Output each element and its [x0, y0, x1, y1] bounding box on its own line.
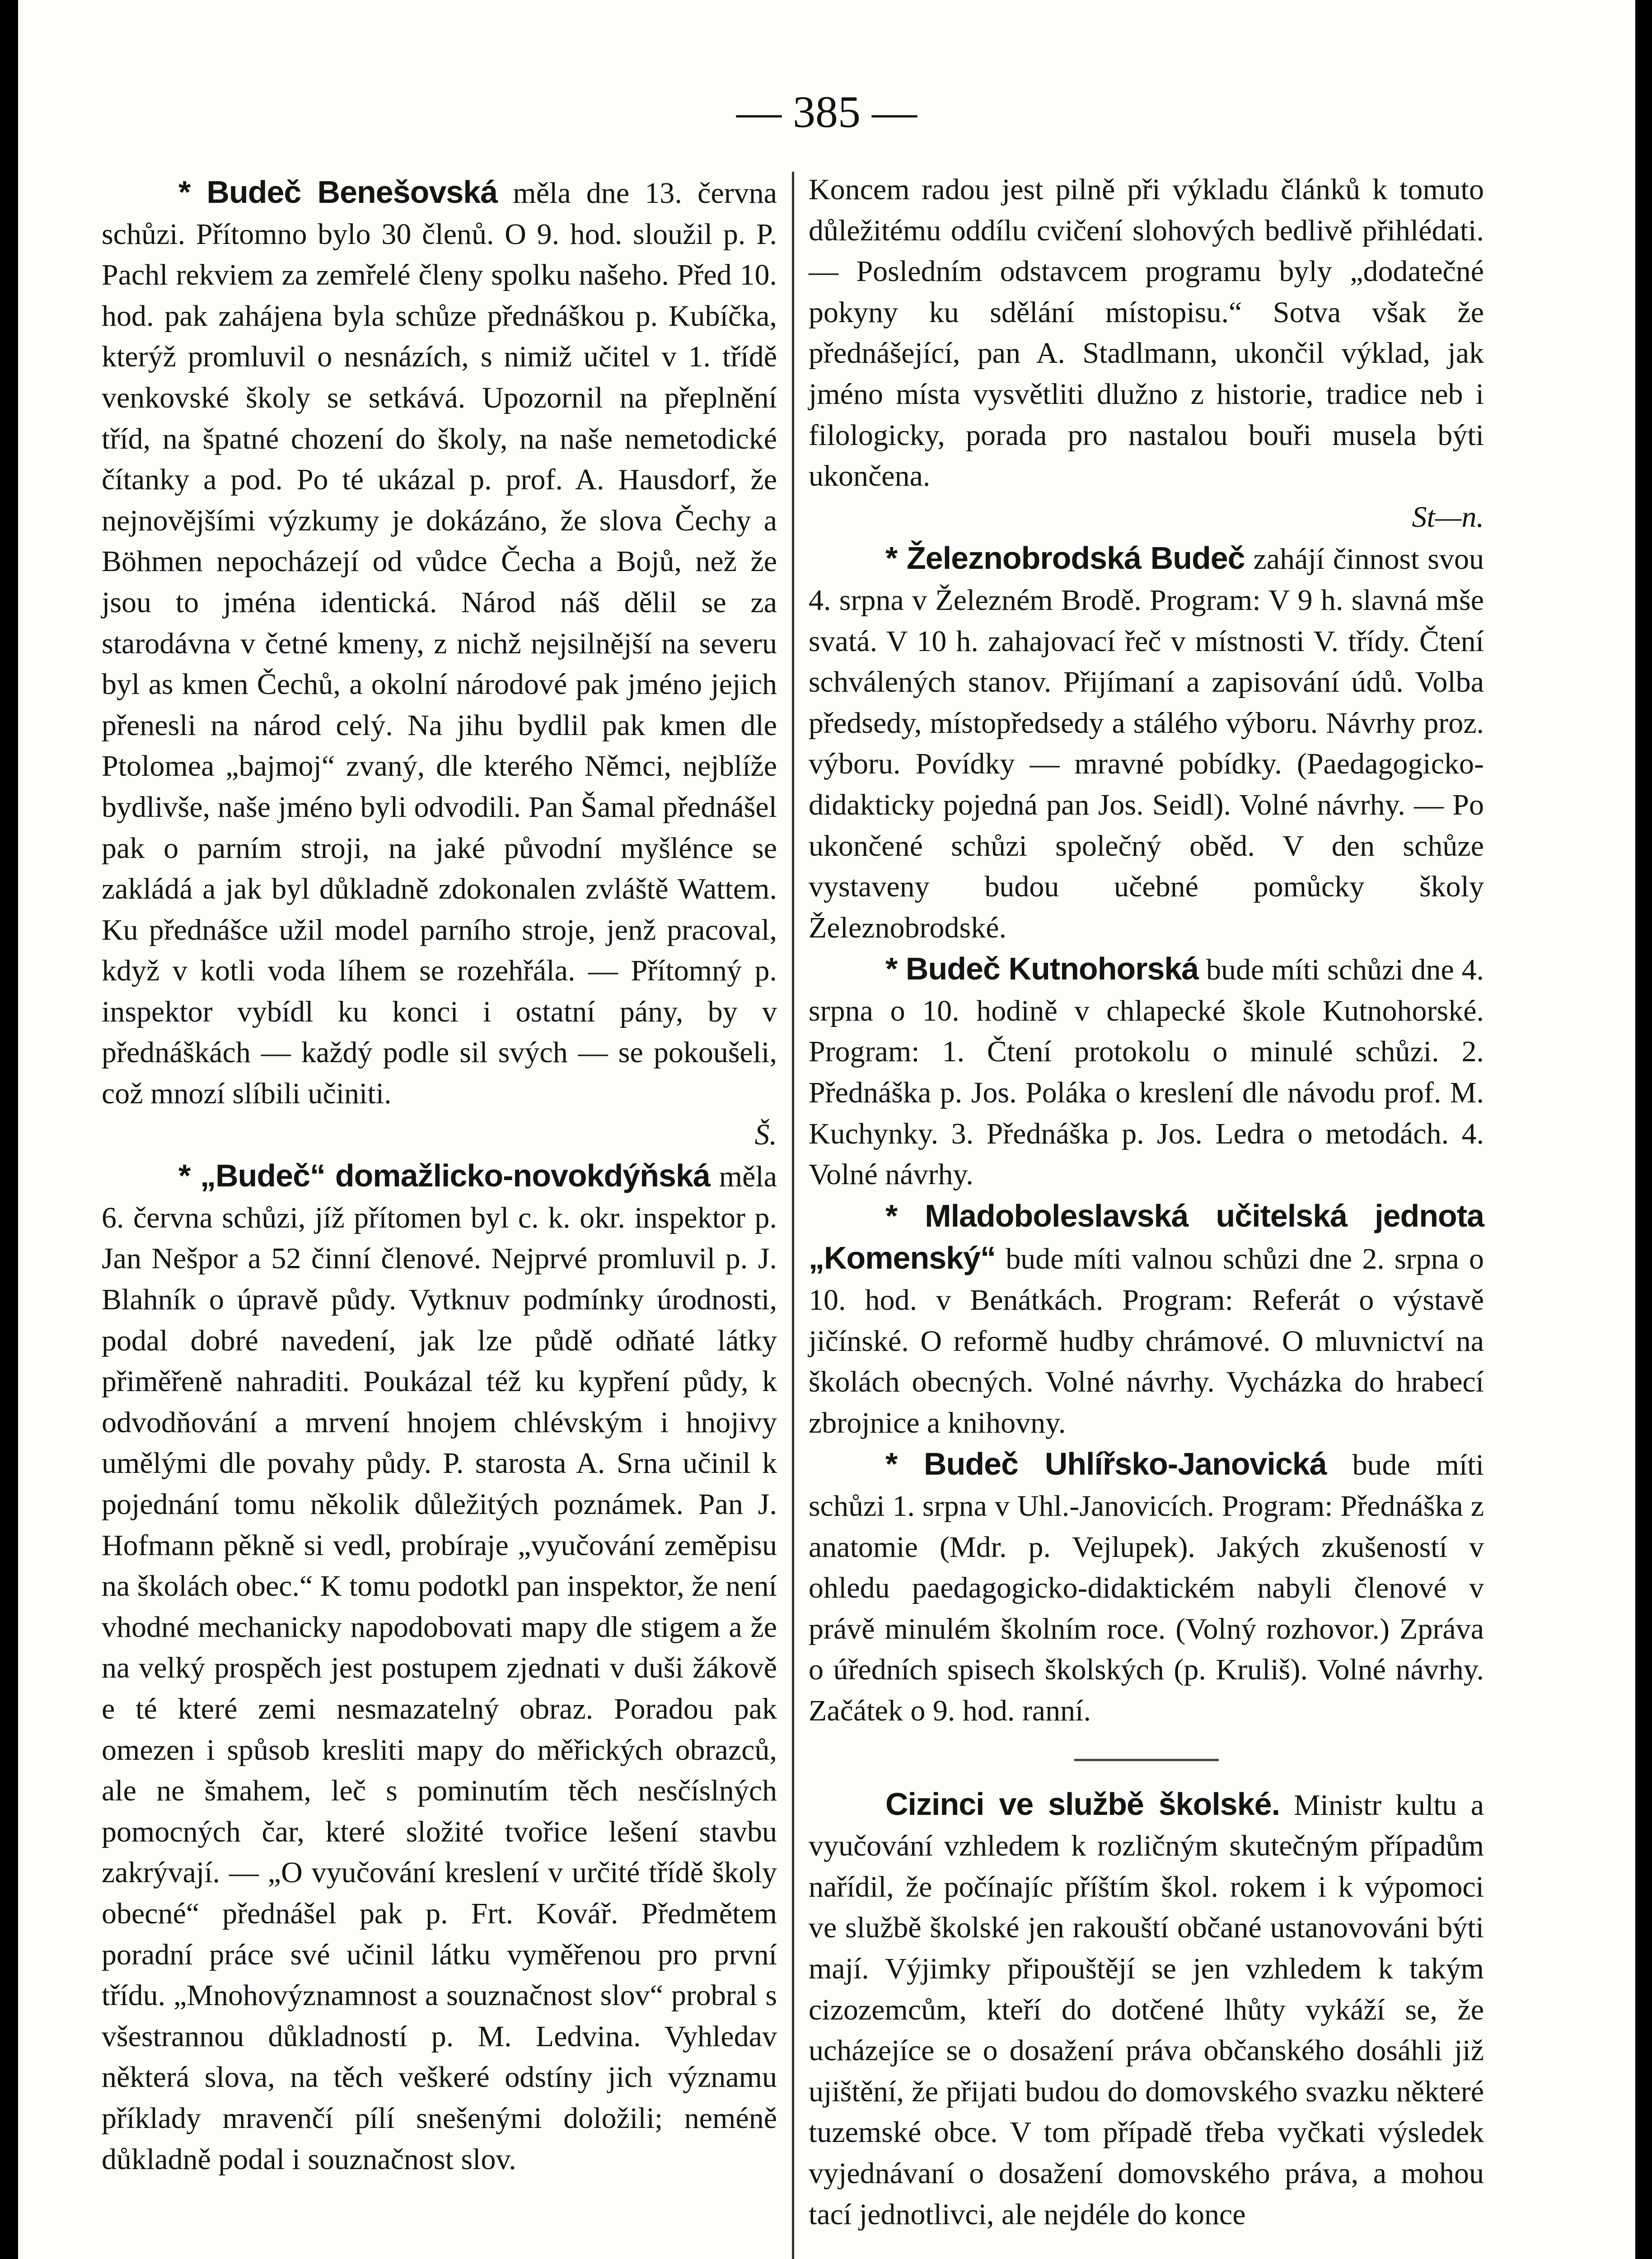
article-text: bude míti schůzi 1. srpna v Uhl.-Janovicích. Program: Přednáška z anatomie (Mdr. p. Vejlupek). Jakých zkušeností v ohledu paedagogicko-didaktickém nabyli členové v právě minulém školním roce. (Volný rozhovor.) Zpráva o úředních spisech školských (p. Kruliš). Volné návrhy. Začátek o 9. hod. ranní. — [809, 1448, 1484, 1727]
article-text: bude míti schůzi dne 4. srpna o 10. hodině v chlapecké škole Kutnohorské. Program: 1. Čtení protokolu o minulé schůzi. 2. Přednáška p. Jos. Poláka o kreslení dle návodu prof. M. Kuchynky. 3. Přednáška p. Jos. Ledra o metodách. 4. Volné návrhy. — [809, 953, 1484, 1191]
article-budec-domazlicko — [102, 1155, 777, 2180]
article-heading: * Budeč Kutnohorská — [885, 951, 1199, 987]
article-zeleznobrodska — [809, 538, 1484, 948]
right-column — [809, 169, 1484, 2235]
article-uhlirsko-janovicka — [809, 1444, 1484, 1731]
article-text: Ministr kultu a vyučování vzhledem k rozličným skutečným případům nařídil, že počínajíc příštím škol. rokem i k výpomoci ve službě školské jen rakouští občané ustanovováni býti mají. Výjimky připouštějí se jen vzhledem k takým cizozemcům, kteří do dotčené lhůty vykáží se, že ucházejíce se o dosažení práva občanského dosáhli již ujištění, že přijati budou do domovského svazku některé tuzemské obce. V tom případě třeba vyčkati výsledek vyjednávaní o dosažení domovského práva, a mohou tací jednotlivci, ale nejdéle do konce — [809, 1788, 1484, 2231]
article-text: měla 6. června schůzi, jíž přítomen byl c. k. okr. inspektor p. Jan Nešpor a 52 činní členové. Nejprvé promluvil p. J. Blahník o úpravě půdy. Vytknuv podmínky úrodnosti, podal dobré navedení, jak lze půdě odňaté látky přiměřeně nahraditi. Poukázal též ku kypření půdy, k odvodňování a mrvení hnojem chlévským i hnojivy umělými dle povahy půdy. P. starosta A. Srna učinil k pojednání tomu několik důležitých poznámek. Pan J. Hofmann pěkně si vedl, probíraje „vyučování zeměpisu na školách obec.“ K tomu podotkl pan inspektor, že není vhodné mechanicky napodobovati mapy dle stigem a že na velký prospěch jest postupem zjednati v duši žákově e té které zemi nesmazatelný obraz. Poradou pak omezen i spůsob kresliti mapy do měřických obrazců, ale ne šmahem, leč s pominutím těch nesčíslných pomocných čar, které složité tvořice lešení stavbu zakrývají. — „O vyučování kreslení v určité třídě školy obecné“ přednášel pak p. Frt. Kovář. Předmětem poradní práce své učinil látku vyměřenou pro první třídu. „Mnohovýznamnost a souznačnost slov“ probral s všestrannou důkladností p. M. Ledvina. Vyhledav některá slova, na těch veškeré odstíny jich významu příklady mravenčí pílí snešenými doložili; neméně důkladně podal i souznačnost slov. — [102, 1160, 777, 2176]
article-heading: * Budeč Uhlířsko-Janovická — [885, 1446, 1327, 1482]
article-heading: * „Budeč“ domažlicko-novokdýňská — [178, 1158, 710, 1194]
article-budec-benesovska — [102, 172, 777, 1155]
article-text: měla dne 13. června schůzi. Přítomno bylo 30 členů. O 9. hod. sloužil p. P. Pachl rekviem za zemřelé členy spolku našeho. Před 10. hod. pak zahájena byla schůze přednáškou p. Kubíčka, kterýž promluvil o nesnázích, s nimiž učitel v 1. třídě venkovské školy se setkává. Upozornil na přeplnění tříd, na špatné chození do školy, na naše nemetodické čítanky a pod. Po té ukázal p. prof. A. Hausdorf, že nejnovějšími výzkumy je dokázáno, že slova Čechy a Böhmen nepocházejí od vůdce Čecha a Bojů, než že jsou to jména identická. Národ náš dělil se za starodávna v četné kmeny, z nichž nejsilnější na severu byl as kmen Čechů, a okolní národové pak jméno jejich přenesli na národ celý. Na jihu bydlil pak kmen dle Ptolomea „bajmoj“ zvaný, dle kterého Němci, nejblíže bydlivše, naše jméno byli odvodili. Pan Šamal přednášel pak o parním stroji, na jaké původní myšlénce se zakládá a jak byl důkladně zdokonalen zvláště Wattem. Ku přednášce užil model parního stroje, jenž pracoval, když v kotli voda líhem se rozehřála. — Přítomný p. inspektor vybídl ku konci i ostatní pány, by v přednáškách — každý podle sil svých — se pokoušeli, což mnozí slíbili učiniti. — [102, 177, 777, 1111]
section-divider — [1074, 1759, 1219, 1761]
article-heading: * Budeč Benešovská — [178, 174, 498, 210]
article-heading: Cizinci ve službě školské. — [885, 1786, 1280, 1822]
article-signature: Š. — [754, 1118, 777, 1151]
article-cizinci — [809, 1784, 1484, 2236]
article-text: bude míti valnou schůzi dne 2. srpna o 10. hod. v Benátkách. Program: Referát o výstavě jičínské. O reformě hudby chrámové. O mluvnictví na školách obecných. Volné návrhy. Vycházka do hrabecí zbrojnice a knihovny. — [809, 1242, 1484, 1439]
page-number: — 385 — — [736, 87, 917, 137]
article-text: Koncem radou jest pilně při výkladu článků k tomuto důležitému oddílu cvičení slohových bedlivě přihlédati. — Posledním odstavcem programu byly „dodatečné pokyny ku sdělání místopisu.“ Sotva však že přednášející, pan A. Stadlmann, ukončil výklad, jak jméno místa vysvětliti dlužno z historie, tradice neb i filologicky, porada pro nastalou bouři musela býti ukončena. — [809, 173, 1484, 493]
article-heading: * Mladoboleslavská učitelská jednota „Komenský“ — [809, 1198, 1484, 1276]
article-signature: St—n. — [1412, 500, 1484, 534]
scanned-page — [18, 0, 1635, 2259]
article-kutnohorska — [809, 948, 1484, 1195]
article-continuation — [809, 169, 1484, 538]
left-column — [102, 172, 777, 2180]
article-heading: * Železnobrodská Budeč — [885, 540, 1245, 576]
article-text: zahájí činnost svou 4. srpna v Železném Brodě. Program: V 9 h. slavná mše svatá. V 10 h. zahajovací řeč v místnosti V. třídy. Čtení schválených stanov. Přijímaní a zapisování údů. Volba předsedy, místopředsedy a stálého výboru. Návrhy proz. výboru. Povídky — mravné pobídky. (Paedagogicko-didakticky pojedná pan Jos. Seidl). Volné návrhy. — Po ukončené schůzi společný oběd. V den schůze vystaveny budou učebné pomůcky školy Železnobrodské. — [809, 543, 1484, 944]
column-divider — [792, 172, 794, 2259]
article-mladoboleslavska — [809, 1195, 1484, 1444]
